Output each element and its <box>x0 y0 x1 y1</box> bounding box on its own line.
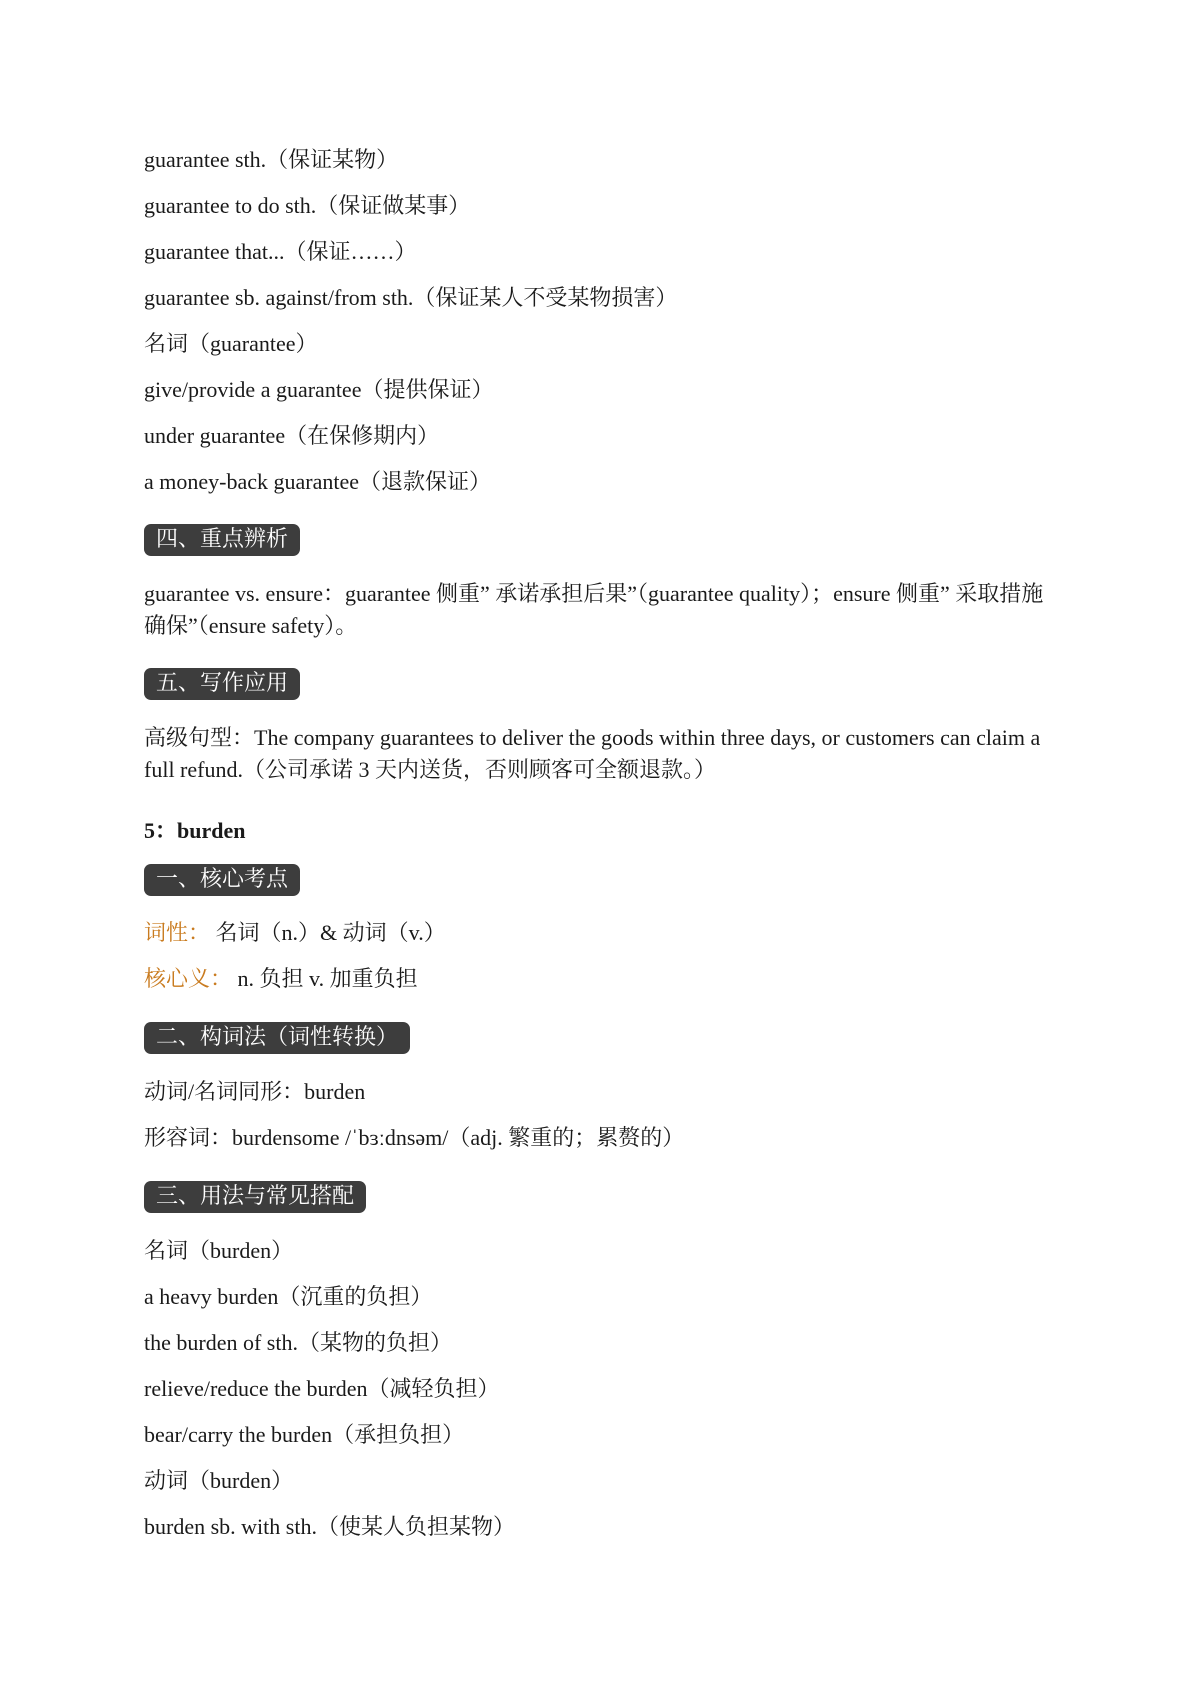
collocation-line: guarantee to do sth.（保证做某事） <box>144 193 471 218</box>
collocation-line: the burden of sth.（某物的负担） <box>144 1330 452 1355</box>
section-badge-writing: 五、写作应用 <box>144 668 300 700</box>
meaning-label: 核心义： <box>144 966 233 991</box>
section-badge-formation: 二、构词法（词性转换） <box>144 1022 410 1054</box>
part-of-speech-line: 名词（guarantee） <box>144 331 318 356</box>
comparison-paragraph: guarantee vs. ensure：guarantee 侧重” 承诺承担后果”（guarantee quality）；ensure 侧重” 采取措施确保”（ensure safety）。 <box>144 581 1044 638</box>
collocation-line: a heavy burden（沉重的负担） <box>144 1284 433 1309</box>
formation-line: 动词/名词同形：burden <box>144 1079 366 1104</box>
meaning-value: n. 负担 v. 加重负担 <box>237 966 418 991</box>
part-of-speech-line: 名词（burden） <box>144 1238 294 1263</box>
collocation-line: bear/carry the burden（承担负担） <box>144 1422 465 1447</box>
formation-line: 形容词：burdensome /ˈbɜːdnsəm/（adj. 繁重的；累赘的） <box>144 1125 685 1150</box>
meaning-row <box>144 964 418 994</box>
collocation-line: a money-back guarantee（退款保证） <box>144 469 491 494</box>
collocation-line: give/provide a guarantee（提供保证） <box>144 377 494 402</box>
collocation-line: guarantee sth.（保证某物） <box>144 147 399 172</box>
pos-label: 词性： <box>144 920 211 945</box>
section-badge-core: 一、核心考点 <box>144 864 300 896</box>
collocation-line: guarantee sb. against/from sth.（保证某人不受某物损害） <box>144 285 678 310</box>
collocation-line: guarantee that...（保证……） <box>144 239 417 264</box>
section-badge-usage: 三、用法与常见搭配 <box>144 1181 366 1213</box>
part-of-speech-row <box>144 918 446 948</box>
pos-value: 名词（n.）& 动词（v.） <box>215 920 446 945</box>
collocation-line: relieve/reduce the burden（减轻负担） <box>144 1376 500 1401</box>
section-badge-comparison: 四、重点辨析 <box>144 524 300 556</box>
word-heading: 5：burden <box>144 818 246 843</box>
part-of-speech-line: 动词（burden） <box>144 1468 294 1493</box>
collocation-line: under guarantee（在保修期内） <box>144 423 440 448</box>
collocation-line: burden sb. with sth.（使某人负担某物） <box>144 1514 515 1539</box>
writing-paragraph: 高级句型：The company guarantees to deliver the goods within three days, or customers can claim a full refund.（公司承诺 3 天内送货，否则顾客可全额退款。） <box>144 725 1041 782</box>
